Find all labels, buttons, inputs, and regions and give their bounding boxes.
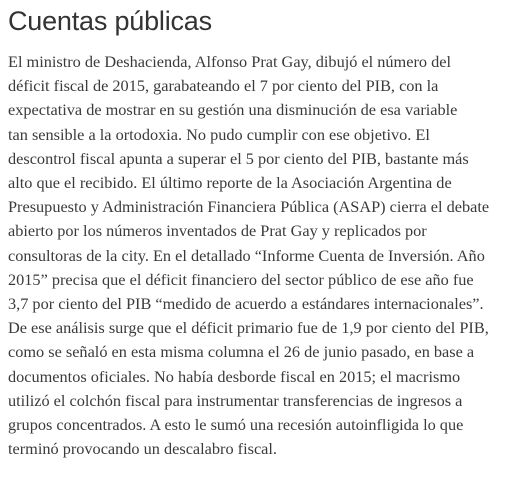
paragraph-line: 3,7 por ciento del PIB “medido de acuerdo a estándares internacionales”. <box>8 294 484 314</box>
paragraph-line: 2015” precisa que el déficit financiero del sector público de ese año fue <box>8 269 474 289</box>
paragraph-line: De ese análisis surge que el déficit primario fue de 1,9 por ciento del PIB, <box>8 318 489 338</box>
paragraph-line: terminó provocando un descalabro fiscal. <box>8 439 277 459</box>
paragraph-line: tan sensible a la ortodoxia. No pudo cumplir con ese objetivo. El <box>8 124 430 144</box>
paragraph-line: alto que el recibido. El último reporte de la Asociación Argentina de <box>8 173 452 193</box>
paragraph-line: consultoras de la city. En el detallado “Informe Cuenta de Inversión. Año <box>8 245 485 265</box>
paragraph-line: abierto por los números inventados de Prat Gay y replicados por <box>8 221 427 241</box>
paragraph-line: déficit fiscal de 2015, garabateando el 7 por ciento del PIB, con la <box>8 76 439 96</box>
paragraph-line: descontrol fiscal apunta a superar el 5 por ciento del PIB, bastante más <box>8 148 469 168</box>
paragraph-line: grupos concentrados. A esto le sumó una recesión autoinfligida lo que <box>8 415 464 435</box>
paragraph-line: documentos oficiales. No había desborde fiscal en 2015; el macrismo <box>8 366 461 386</box>
article-paragraph <box>8 50 522 461</box>
article-title: Cuentas públicas <box>8 6 212 36</box>
paragraph-line: como se señaló en esta misma columna el 26 de junio pasado, en base a <box>8 342 475 362</box>
article <box>8 0 522 461</box>
paragraph-line: expectativa de mostrar en su gestión una disminución de esa variable <box>8 100 458 120</box>
paragraph-line: utilizó el colchón fiscal para instrumentar transferencias de ingresos a <box>8 390 463 410</box>
paragraph-line: El ministro de Deshacienda, Alfonso Prat Gay, dibujó el número del <box>8 52 451 71</box>
paragraph-line: Presupuesto y Administración Financiera Pública (ASAP) cierra el debate <box>8 197 490 217</box>
